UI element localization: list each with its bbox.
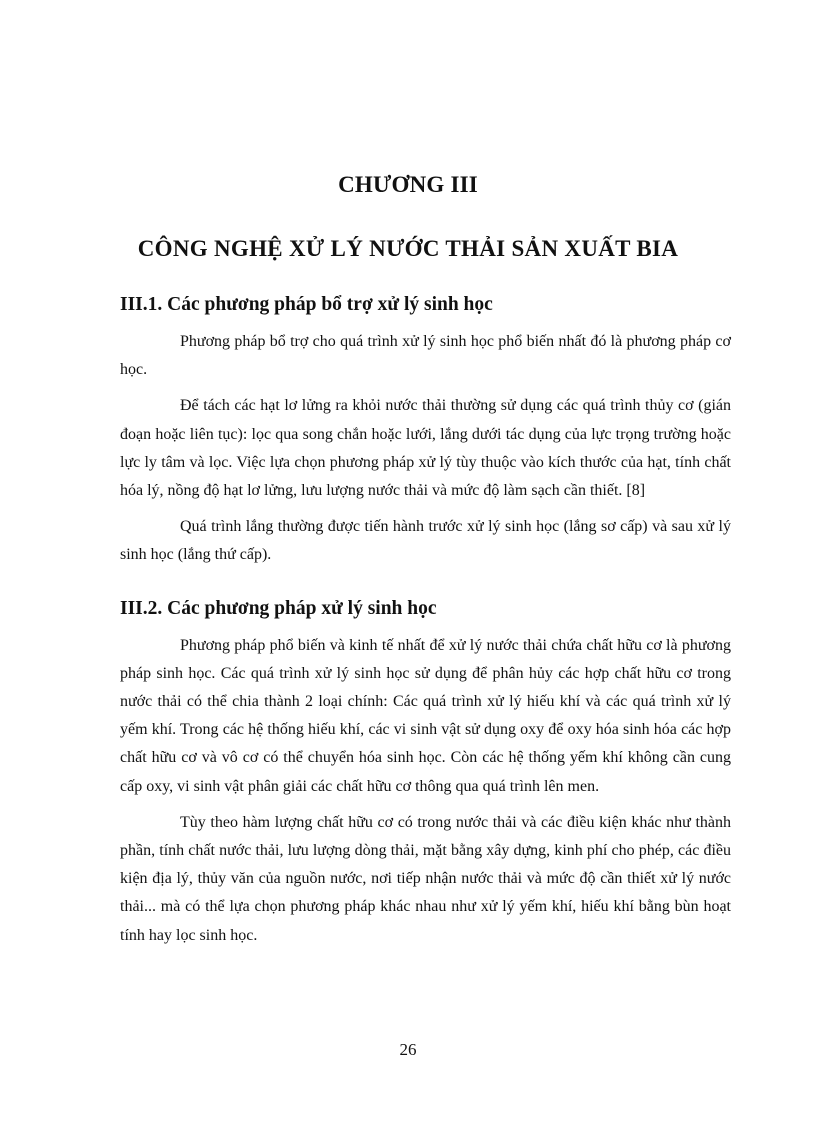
section-2-paragraph-2: Tùy theo hàm lượng chất hữu cơ có trong nước thải và các điều kiện khác như thành phần, tính chất nước thải, lưu lượng dòng thải, mặt bằng xây dựng, kinh phí cho phép, các điều kiện địa lý, thủy văn của nguồn nước, nơi tiếp nhận nước thải và mức độ cần thiết xử lý nước thải... mà có thể lựa chọn phương pháp khác nhau như xử lý yếm khí, hiếu khí bằng bùn hoạt tính hay lọc sinh học.	[120, 813, 731, 944]
page-body	[120, 292, 731, 950]
chapter-title: CÔNG NGHỆ XỬ LÝ NƯỚC THẢI SẢN XUẤT BIA	[137, 236, 679, 261]
section-1-paragraph-2: Để tách các hạt lơ lửng ra khỏi nước thải thường sử dụng các quá trình thủy cơ (gián đoạn hoặc liên tục): lọc qua song chắn hoặc lưới, lắng dưới tác dụng của lực trọng trường hoặc lực ly tâm và lọc. Việc lựa chọn phương pháp xử lý tùy thuộc vào kích thước của hạt, tính chất hóa lý, nồng độ hạt lơ lửng, lưu lượng nước thải và mức độ làm sạch cần thiết. [8]	[120, 397, 731, 500]
chapter-label: CHƯƠNG III	[338, 172, 478, 197]
section-heading-1: III.1. Các phương pháp bổ trợ xử lý sinh học	[120, 294, 493, 315]
section-1-paragraph-3: Quá trình lắng thường được tiến hành trước xử lý sinh học (lắng sơ cấp) và sau xử lý sinh học (lắng thứ cấp).	[120, 518, 731, 564]
page-number: 26	[399, 1040, 417, 1059]
section-heading-2: III.2. Các phương pháp xử lý sinh học	[120, 597, 437, 619]
section-1-paragraph-1: Phương pháp bổ trợ cho quá trình xử lý sinh học phổ biến nhất đó là phương pháp cơ học.	[120, 333, 731, 379]
section-2-paragraph-1: Phương pháp phổ biến và kinh tế nhất để xử lý nước thải chứa chất hữu cơ là phương pháp sinh học. Các quá trình xử lý sinh học sử dụng để phân hủy các hợp chất hữu cơ trong nước thải có thể chia thành 2 loại chính: Các quá trình xử lý hiếu khí và các quá trình xử lý yếm khí. Trong các hệ thống hiếu khí, các vi sinh vật sử dụng oxy để oxy hóa sinh hóa các hợp chất hữu cơ và vô cơ có thể chuyển hóa sinh học. Còn các hệ thống yếm khí không cần cung cấp oxy, vi sinh vật phân giải các chất hữu cơ thông qua quá trình lên men.	[120, 636, 731, 795]
